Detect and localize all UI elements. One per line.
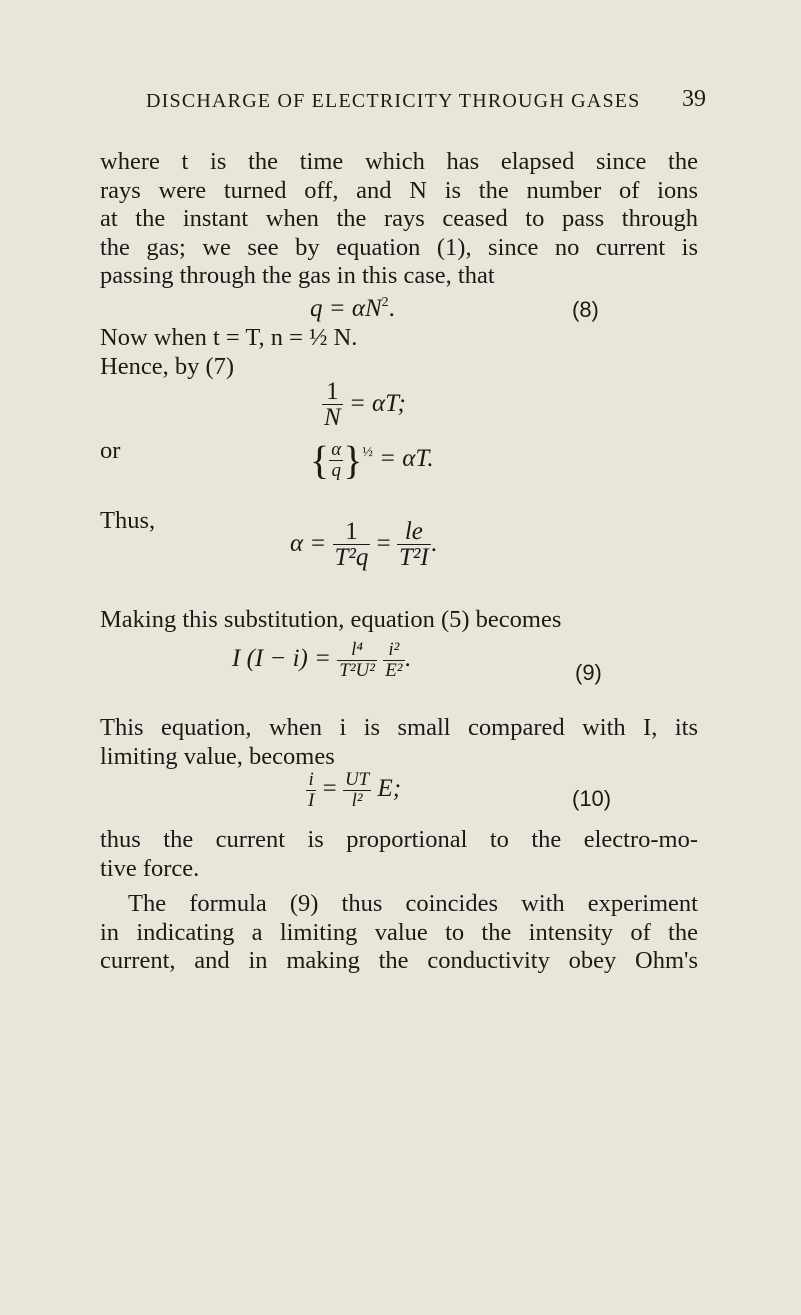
equation-10: $\frac{i}{I}$ = $\frac{UT}{\text{l²}}$ E; — [308, 769, 402, 811]
text-line: rays were turned off, and N is the number of ions — [100, 176, 698, 204]
thus-label: Thus, — [100, 507, 156, 534]
eq-sqrt-rhs: = αT. — [379, 445, 434, 473]
eq8-exponent: 2 — [381, 295, 389, 310]
text-line: limiting value, becomes — [100, 742, 335, 770]
running-header — [146, 86, 706, 113]
fraction: $\frac{UT}{\text{l²}}$ — [344, 769, 370, 811]
equation-9: I (I − i) = $\frac{\text{l⁴}}{\text{T²U²}}$ $\frac{\text{i²}}{\text{E²}}$ . — [232, 639, 411, 681]
eq9-lhs: I (I − i) = — [232, 645, 331, 673]
text-line: at the instant when the rays ceased to pass through — [100, 205, 698, 232]
fraction: $\frac{\alpha}{q}$ — [331, 439, 342, 481]
paragraph-4 — [100, 890, 698, 976]
text-line: current, and in making the conductivity obey Ohm's — [100, 947, 698, 974]
fraction: $\frac{\text{i²}}{\text{E²}}$ — [385, 639, 403, 681]
text-line: in indicating a limiting value to the intensity of the — [100, 918, 698, 946]
text-line: thus the current is proportional to the electro-mo- — [100, 826, 698, 853]
fraction: $\frac{le}{\text{T²I}}$ — [399, 518, 429, 571]
fraction: $\frac{1}{N}$ — [324, 378, 341, 431]
fraction: $\frac{i}{I}$ — [308, 769, 315, 811]
equation-inverse-n — [322, 380, 406, 431]
text-line: This equation, when i is small compared with I, its — [100, 714, 698, 741]
equation-8 — [310, 295, 395, 323]
fraction: $\frac{\text{l⁴}}{\text{T²U²}}$ — [339, 639, 375, 681]
eq-sqrt-exponent: ½ — [362, 445, 373, 461]
hence-line: Hence, by (7) — [100, 353, 235, 380]
equation-sqrt: { $\frac{\alpha}{q}$ }$^{\frac{1}{2}}$ = αT. — [310, 437, 434, 483]
text-line: passing through the gas in this case, that — [100, 262, 495, 289]
eq-alpha-lhs: α = — [290, 530, 327, 558]
or-label: or — [100, 437, 121, 464]
making-substitution-line: Making this substitution, equation (5) becomes — [100, 606, 562, 633]
eq8-tail: . — [388, 295, 395, 322]
running-title: DISCHARGE OF ELECTRICITY THROUGH GASES — [146, 90, 641, 112]
equation-number-10: (10) — [572, 786, 612, 811]
text-line: The formula (9) thus coincides with experiment — [128, 890, 698, 917]
equation-number-9: (9) — [575, 660, 602, 685]
eq8-lhs: q — [310, 295, 323, 322]
page-number: 39 — [682, 86, 706, 112]
paragraph-1 — [100, 148, 698, 291]
eq-inv-rhs: = αT; — [348, 390, 406, 418]
now-when-line: Now when t = T, n = ½ N. — [100, 324, 358, 351]
text-line: the gas; we see by equation (1), since no current is — [100, 233, 698, 261]
text-line: where t is the time which has elapsed since the — [100, 148, 698, 175]
fraction: $\frac{1}{\text{T²q}}$ — [334, 518, 369, 571]
equation-alpha: α = $\frac{1}{\text{T²q}}$ = $\frac{le}{\text{T²I}}$ . — [290, 518, 437, 571]
eq8-rhs: = αN — [328, 295, 382, 322]
equation-number-8: (8) — [572, 297, 599, 322]
paragraph-2 — [100, 714, 698, 771]
paragraph-3 — [100, 826, 698, 883]
text-line: tive force. — [100, 854, 200, 882]
